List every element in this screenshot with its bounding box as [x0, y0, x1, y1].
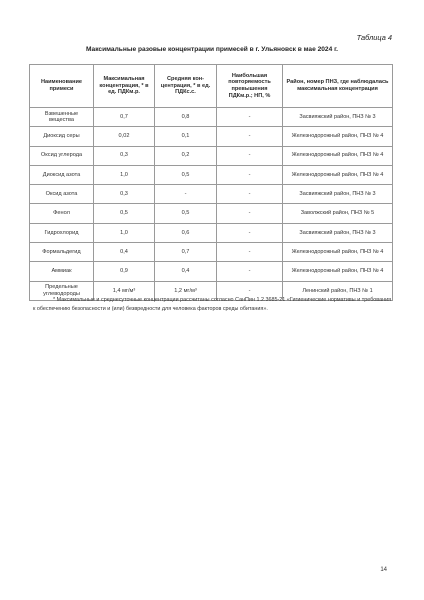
footnote: * Максимальные и среднесуточные концентрации рассчитаны согласно СанПин 1.2.3685-21 «Гигиенические нормативы и требования к обеспечению безопасности и (или) безвредности для человека факторов среды обитания». — [33, 297, 391, 313]
cell-impurity: Аммиак — [30, 262, 94, 281]
cell-impurity: Взвешенные вещества — [30, 108, 94, 127]
cell-region: Ленинский район, ПНЗ № 1 — [283, 281, 393, 300]
table-row — [30, 243, 393, 262]
cell-max: 1,0 — [94, 223, 155, 242]
cell-avg: 0,7 — [155, 243, 217, 262]
header-exceedance: Наибольшая повторяемость превышения ПДКм.р.; НП, % — [217, 65, 283, 108]
cell-region: Засвияжский район, ПНЗ № 3 — [283, 108, 393, 127]
cell-avg: 1,2 мг/м³ — [155, 281, 217, 300]
cell-max: 0,3 — [94, 146, 155, 165]
table-row — [30, 204, 393, 223]
header-avg-concentration: Средняя кон-центрация, * в ед. ПДКс.с. — [155, 65, 217, 108]
cell-max: 0,4 — [94, 243, 155, 262]
cell-np: - — [217, 108, 283, 127]
cell-max: 0,5 — [94, 204, 155, 223]
concentration-table — [29, 64, 393, 301]
cell-max: 0,7 — [94, 108, 155, 127]
table-label: Таблица 4 — [356, 33, 392, 42]
cell-impurity: Диоксид азота — [30, 165, 94, 184]
header-region: Район, номер ПНЗ, где наблюдалась максимальная концентрация — [283, 65, 393, 108]
header-max-concentration: Максимальная концентрация, * в ед. ПДКм.р. — [94, 65, 155, 108]
cell-np: - — [217, 243, 283, 262]
table-title: Максимальные разовые концентрации примесей в г. Ульяновск в мае 2024 г. — [85, 46, 339, 53]
cell-avg: 0,2 — [155, 146, 217, 165]
cell-max: 0,3 — [94, 185, 155, 204]
cell-impurity: Формальдегид — [30, 243, 94, 262]
table-row — [30, 165, 393, 184]
cell-impurity: Диоксид серы — [30, 127, 94, 146]
cell-np: - — [217, 262, 283, 281]
cell-max: 1,0 — [94, 165, 155, 184]
cell-avg: 0,6 — [155, 223, 217, 242]
table-row — [30, 108, 393, 127]
cell-avg: 0,1 — [155, 127, 217, 146]
cell-impurity: Гидрохлорид — [30, 223, 94, 242]
cell-np: - — [217, 127, 283, 146]
cell-region: Засвияжский район, ПНЗ № 3 — [283, 223, 393, 242]
cell-region: Железнодорожный район, ПНЗ № 4 — [283, 165, 393, 184]
cell-avg: - — [155, 185, 217, 204]
table-row — [30, 185, 393, 204]
header-impurity: Наименование примеси — [30, 65, 94, 108]
table-row — [30, 262, 393, 281]
cell-max: 0,9 — [94, 262, 155, 281]
cell-avg: 0,4 — [155, 262, 217, 281]
cell-avg: 0,5 — [155, 204, 217, 223]
cell-avg: 0,8 — [155, 108, 217, 127]
cell-region: Заволжский район, ПНЗ № 5 — [283, 204, 393, 223]
cell-impurity: Фенол — [30, 204, 94, 223]
table-row — [30, 127, 393, 146]
cell-np: - — [217, 165, 283, 184]
cell-avg: 0,5 — [155, 165, 217, 184]
cell-impurity: Оксид азота — [30, 185, 94, 204]
table-row — [30, 146, 393, 165]
cell-max: 1,4 мг/м³ — [94, 281, 155, 300]
table-header-row — [30, 65, 393, 108]
table-row — [30, 223, 393, 242]
cell-region: Железнодорожный район, ПНЗ № 4 — [283, 243, 393, 262]
cell-region: Железнодорожный район, ПНЗ № 4 — [283, 146, 393, 165]
cell-region: Засвияжский район, ПНЗ № 3 — [283, 185, 393, 204]
cell-np: - — [217, 281, 283, 300]
cell-region: Железнодорожный район, ПНЗ № 4 — [283, 127, 393, 146]
cell-max: 0,02 — [94, 127, 155, 146]
cell-region: Железнодорожный район, ПНЗ № 4 — [283, 262, 393, 281]
cell-np: - — [217, 146, 283, 165]
cell-impurity: Оксид углерода — [30, 146, 94, 165]
cell-np: - — [217, 204, 283, 223]
cell-impurity: Предельные углеводороды — [30, 281, 94, 300]
cell-np: - — [217, 185, 283, 204]
cell-np: - — [217, 223, 283, 242]
page-number: 14 — [380, 567, 387, 573]
